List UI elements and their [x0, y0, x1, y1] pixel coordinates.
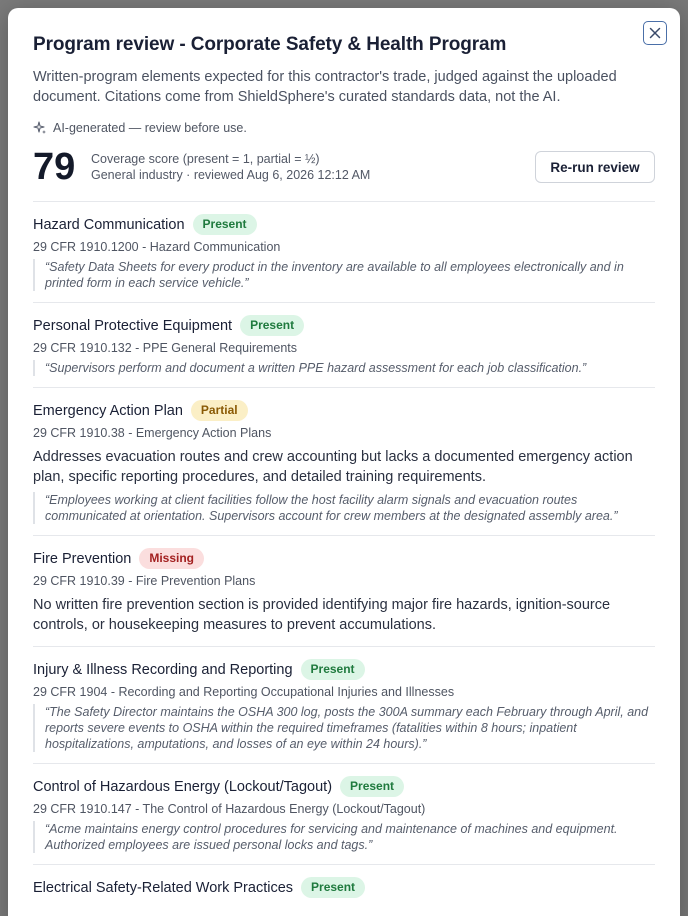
- close-icon: [649, 27, 661, 39]
- review-item: [33, 763, 655, 864]
- review-item: [33, 201, 655, 302]
- ai-note-text: AI-generated — review before use.: [53, 121, 247, 135]
- review-item-header: [33, 877, 655, 898]
- review-item-name: Injury & Illness Recording and Reporting: [33, 661, 293, 678]
- review-item-name: Hazard Communication: [33, 216, 185, 233]
- citation: 29 CFR 1910.132 - PPE General Requirements: [33, 341, 298, 355]
- evidence-quote: “Acme maintains energy control procedures for servicing and maintenance of machines and equipment. Authorized employees are issued personal locks and tags.”: [33, 821, 655, 853]
- review-item-name: Fire Prevention: [33, 550, 132, 567]
- sparkle-icon: [33, 121, 47, 135]
- dialog-header: [8, 8, 680, 189]
- finding-text: No written fire prevention section is provided identifying major fire hazards, ignition-source controls, or housekeeping measures to prevent accumulations.: [33, 597, 611, 633]
- rerun-review-button[interactable]: Re-run review: [535, 151, 655, 183]
- review-item-name: Electrical Safety-Related Work Practices: [33, 879, 294, 896]
- review-item-name: Control of Hazardous Energy (Lockout/Tagout): [33, 778, 333, 795]
- status-badge: Present: [240, 315, 304, 336]
- citation: 29 CFR 1910.39 - Fire Prevention Plans: [33, 574, 256, 588]
- review-item: [33, 864, 655, 909]
- status-badge: Present: [340, 776, 404, 797]
- review-item-header: [33, 400, 655, 421]
- program-review-dialog: [8, 8, 680, 916]
- evidence-quote: “Employees working at client facilities follow the host facility alarm signals and evacuation routes communicated at orientation. Supervisors account for crew members at the designated assembly area.”: [33, 492, 655, 524]
- citation: 29 CFR 1910.147 - The Control of Hazardous Energy (Lockout/Tagout): [33, 802, 426, 816]
- citation: 29 CFR 1904 - Recording and Reporting Occupational Injuries and Illnesses: [33, 685, 455, 699]
- review-item: [33, 535, 655, 646]
- status-badge: Present: [301, 877, 365, 898]
- evidence-quote: “The Safety Director maintains the OSHA 300 log, posts the 300A summary each February through April, and reports severe events to OSHA within the required timeframes (fatalities within 8 hours; inpatient hospitalizations, amputations, and losses of an eye within 24 hours).”: [33, 704, 655, 752]
- review-item: [33, 387, 655, 535]
- status-badge: Present: [193, 214, 257, 235]
- citation: 29 CFR 1910.38 - Emergency Action Plans: [33, 426, 272, 440]
- finding-text: Addresses evacuation routes and crew accounting but lacks a documented emergency action plan, specific reporting procedures, and detailed training requirements.: [33, 449, 633, 485]
- review-item: [33, 646, 655, 763]
- review-item-header: [33, 548, 655, 569]
- status-badge: Missing: [139, 548, 204, 569]
- score-row: [33, 145, 655, 189]
- close-button[interactable]: [643, 21, 667, 45]
- score-meta: [91, 151, 370, 183]
- review-item-name: Personal Protective Equipment: [33, 317, 233, 334]
- status-badge: Partial: [191, 400, 248, 421]
- review-item-name: Emergency Action Plan: [33, 402, 183, 419]
- review-item: [33, 302, 655, 387]
- evidence-quote: “Safety Data Sheets for every product in the inventory are available to all employees electronically and in printed form in each service vehicle.”: [33, 259, 655, 291]
- review-context: General industry · reviewed Aug 6, 2026 12:12 AM: [91, 168, 371, 182]
- background-right-edge: [680, 0, 688, 916]
- coverage-score-value: 79: [33, 146, 76, 188]
- review-item-header: [33, 214, 655, 235]
- review-items-list: [8, 201, 680, 909]
- score-description: Coverage score (present = 1, partial = ½): [91, 152, 320, 166]
- status-badge: Present: [301, 659, 365, 680]
- ai-generated-note: [33, 121, 655, 135]
- dialog-title: Program review - Corporate Safety & Health Program: [33, 34, 507, 55]
- review-item-header: [33, 659, 655, 680]
- evidence-quote: “Supervisors perform and document a written PPE hazard assessment for each job classification.”: [33, 360, 655, 376]
- dialog-subtitle: Written-program elements expected for this contractor's trade, judged against the uploaded document. Citations come from ShieldSphere's curated standards data, not the AI.: [33, 69, 617, 105]
- citation: 29 CFR 1910.1200 - Hazard Communication: [33, 240, 281, 254]
- review-item-header: [33, 315, 655, 336]
- review-item-header: [33, 776, 655, 797]
